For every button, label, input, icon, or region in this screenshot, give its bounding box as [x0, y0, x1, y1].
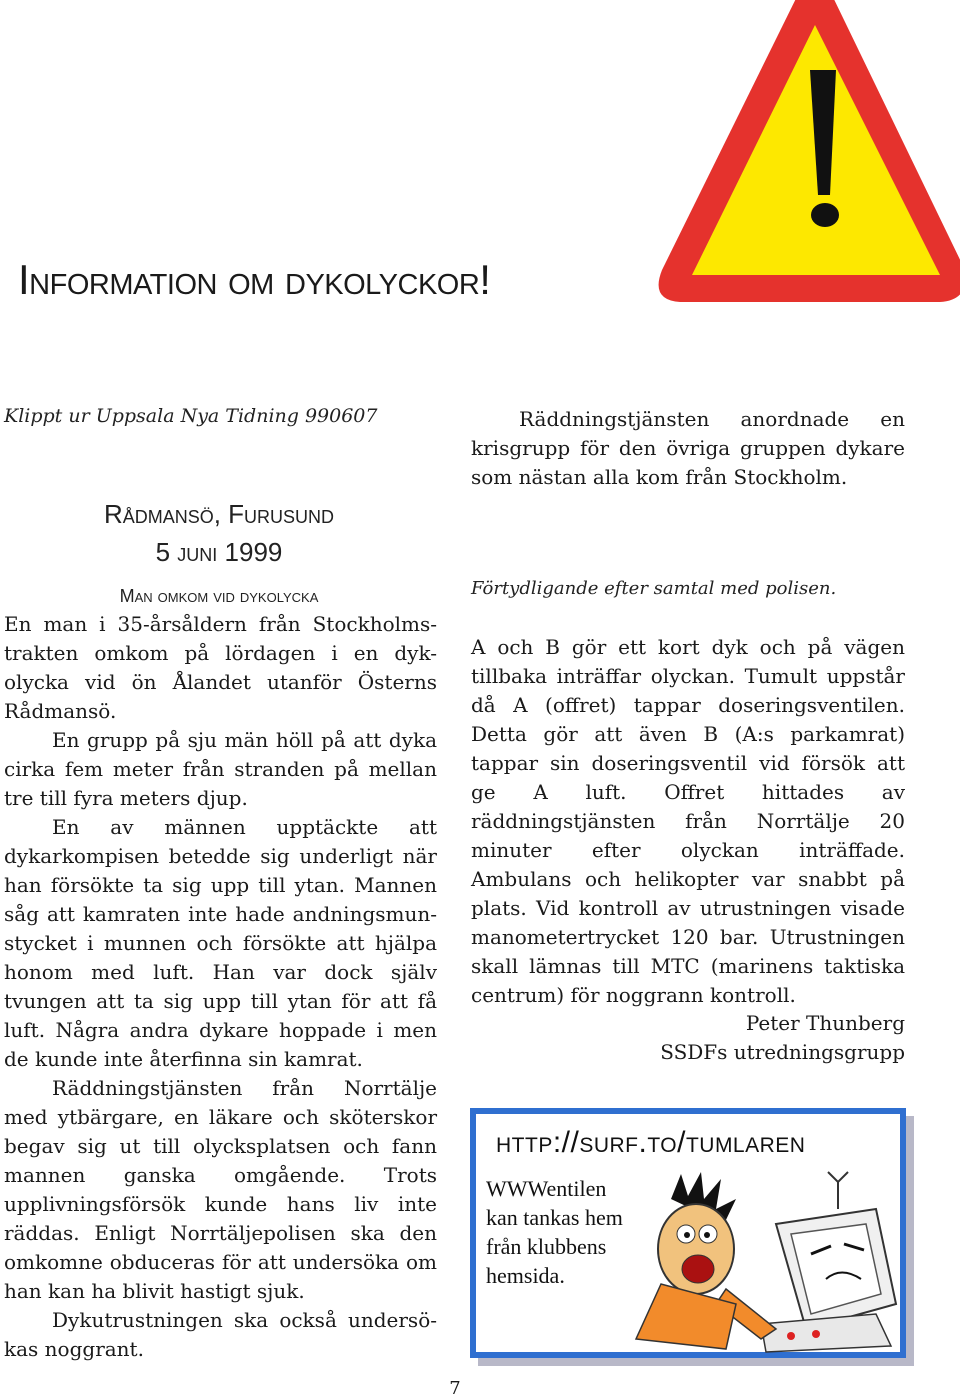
article-paragraph: Räddningstjänsten anordnade en krisgrupp för den övriga gruppen dykare som nästan alla kom från Stockholm. [471, 407, 905, 489]
signature-name: Peter Thunberg [745, 1011, 905, 1035]
article-paragraph: En av männen upptäckte att dykarkompisen betedde sig underligt när han försökte ta sig upp till ytan. Mannen såg att kamraten inte hade andningsmun-stycket i munnen och försökte att hjälpa honom med luft. Han var dock själv tvungen att ta sig upp till ytan för att få luft. Några andra dykare hoppade i men de kunde inte återfinna sin kamrat. [4, 815, 437, 1071]
article-body-right [471, 405, 905, 492]
warning-sign-icon [640, 0, 960, 310]
clarification-heading: Förtydligande efter samtal med polisen. [471, 578, 837, 599]
website-ad-box [470, 1108, 906, 1358]
clarification-body [471, 633, 905, 1010]
article-place-heading [4, 495, 434, 571]
article-paragraph: Dykutrustningen ska också undersö-kas noggrant. [4, 1308, 437, 1361]
clarification-paragraph: A och B gör ett kort dyk och på vägen tillbaka inträffar olyckan. Tumult uppstår då A (offret) tappar doseringsventilen. Detta gör att även B (A:s parkamrat) tappar sin doseringsventil vid försök att ge A luft. Offret hittades av räddningstjänsten från Norrtälje 20 minuter efter olyckan inträffade. Ambulans och helikopter var snabbt på plats. Vid kontroll av utrustningen visade manometertrycket 120 bar. Utrustningen skall lämnas till MTC (marinens taktiska centrum) för noggrann kontroll. [471, 635, 905, 1007]
page-title: Information om dykolyckor! [18, 256, 491, 303]
page-number: 7 [449, 1378, 461, 1399]
article-location: Rådmansö, Furusund [103, 499, 335, 529]
source-note: Klippt ur Uppsala Nya Tidning 990607 [4, 405, 378, 427]
ad-description: WWWentilen kan tankas hem från klubbens hemsida. [486, 1176, 623, 1288]
signature [471, 1009, 905, 1067]
article-subhead: Man omkom vid dykolycka [119, 586, 319, 606]
website-url-link[interactable]: http://surf.to/tumlaren [496, 1126, 806, 1159]
article-body-left [4, 610, 437, 1364]
article-paragraph: En man i 35-årsåldern från Stockholms-trakten omkom på lördagen i en dyk-olycka vid ön Ålandet utanför Österns Rådmansö. [4, 612, 437, 723]
signature-org: SSDFs utredningsgrupp [660, 1040, 905, 1064]
article-paragraph: En grupp på sju män höll på att dyka cirka fem meter från stranden på mellan tre till fyra meters djup. [4, 728, 437, 810]
article-paragraph: Räddningstjänsten från Norrtälje med ytbärgare, en läkare och sköterskor begav sig ut till olycksplatsen och fann mannen ganska omgående. Trots upplivningsförsök kunde hans liv inte räddas. Enligt Norrtäljepolisen ska den omkomne obduceras för att undersöka om han kan ha blivit hastigt sjuk. [4, 1076, 437, 1303]
article-date: 5 juni 1999 [155, 537, 283, 567]
